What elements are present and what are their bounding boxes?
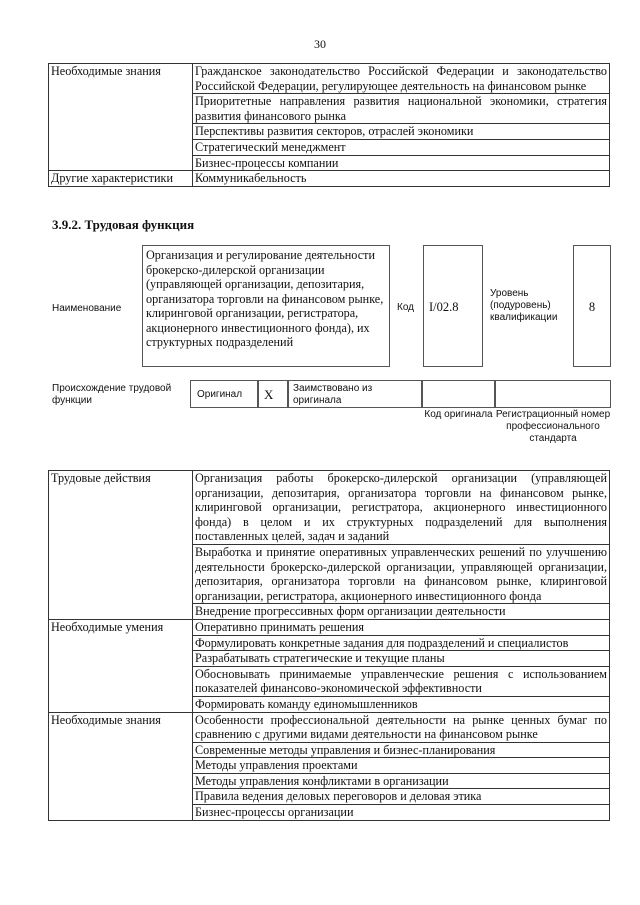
knowledge-item: Особенности профессиональной деятельности на рынке ценных бумаг по сравнению с другими видами деятельности на финансовом рынке — [193, 712, 610, 742]
skill-item: Оперативно принимать решения — [193, 619, 610, 635]
labor-action-item: Внедрение прогрессивных форм организации деятельности — [193, 604, 610, 620]
skills-label: Необходимые умения — [49, 619, 193, 712]
labor-action-item: Выработка и принятие оперативных управленческих решений по улучшению деятельности брокерско-дилерской организации, управляющей организации, депозитария, организатора торговли на финансовом рынке, клиринговой организации, регистратора, акционерного инвестиционного фонда — [193, 544, 610, 603]
borrowed-label: Заимствовано из оригинала — [288, 380, 422, 408]
name-label: Наименование — [52, 303, 122, 314]
function-name-box: Организация и регулирование деятельности брокерско-дилерской организации (управляющей организации, депозитария, организатора торговли на финансовом рынке, клиринговой организации, регистратора, акционерного инвестиционного фонда), их структурных подразделений — [142, 245, 390, 367]
original-mark: X — [258, 380, 288, 408]
skill-item: Обосновывать принимаемые управленческие решения с использованием показателей финансово-экономической эффективности — [193, 666, 610, 696]
code-value: I/02.8 — [423, 245, 483, 367]
section-title: 3.9.2. Трудовая функция — [52, 217, 195, 232]
knowledge-item: Приоритетные направления развития национальной экономики, стратегия развития финансового рынка — [193, 94, 610, 124]
knowledge-item: Стратегический менеджмент — [193, 139, 610, 155]
code-label: Код — [397, 302, 415, 313]
knowledge-item: Бизнес-процессы компании — [193, 155, 610, 171]
knowledge-label-bottom: Необходимые знания — [49, 712, 193, 820]
knowledge-label: Необходимые знания — [49, 64, 193, 171]
origin-row — [190, 380, 611, 408]
other-characteristics-value: Коммуникабельность — [193, 171, 610, 187]
labor-actions-label: Трудовые действия — [49, 471, 193, 620]
other-characteristics-label: Другие характеристики — [49, 171, 193, 187]
knowledge-item: Правила ведения деловых переговоров и деловая этика — [193, 789, 610, 805]
knowledge-item: Перспективы развития секторов, отраслей экономики — [193, 124, 610, 140]
requirements-table-bottom — [48, 470, 610, 821]
skill-item: Формировать команду единомышленников — [193, 696, 610, 712]
knowledge-item: Бизнес-процессы организации — [193, 805, 610, 821]
skill-item: Формулировать конкретные задания для подразделений и специалистов — [193, 635, 610, 651]
code-original-caption: Код оригинала — [424, 409, 493, 420]
page-number: 30 — [314, 37, 326, 51]
qualification-level-label: Уровень (подуровень) квалификации — [490, 288, 558, 323]
qualification-level-value: 8 — [573, 245, 611, 367]
knowledge-item: Современные методы управления и бизнес-планирования — [193, 742, 610, 758]
origin-label: Происхождение трудовой функции — [52, 383, 172, 406]
requirements-table-top — [48, 63, 610, 187]
skill-item: Разрабатывать стратегические и текущие планы — [193, 651, 610, 667]
original-label: Оригинал — [190, 380, 258, 408]
registration-number-cell — [495, 380, 611, 408]
registration-number-caption: Регистрационный номер профессионального стандарта — [495, 409, 611, 444]
labor-action-item: Организация работы брокерско-дилерской организации (управляющей организации, депозитария, организатора торговли на финансовом рынке, клиринговой организации, регистратора, акционерного инвестиционного фонда) в целом и их структурных подразделений для выполнения поставленных целей, задач и заданий — [193, 471, 610, 545]
knowledge-item: Методы управления проектами — [193, 758, 610, 774]
knowledge-item: Гражданское законодательство Российской Федерации и законодательство Российской Федерации, регулирующее деятельность на финансовом рынке — [193, 64, 610, 94]
original-code-cell — [422, 380, 495, 408]
knowledge-item: Методы управления конфликтами в организации — [193, 773, 610, 789]
